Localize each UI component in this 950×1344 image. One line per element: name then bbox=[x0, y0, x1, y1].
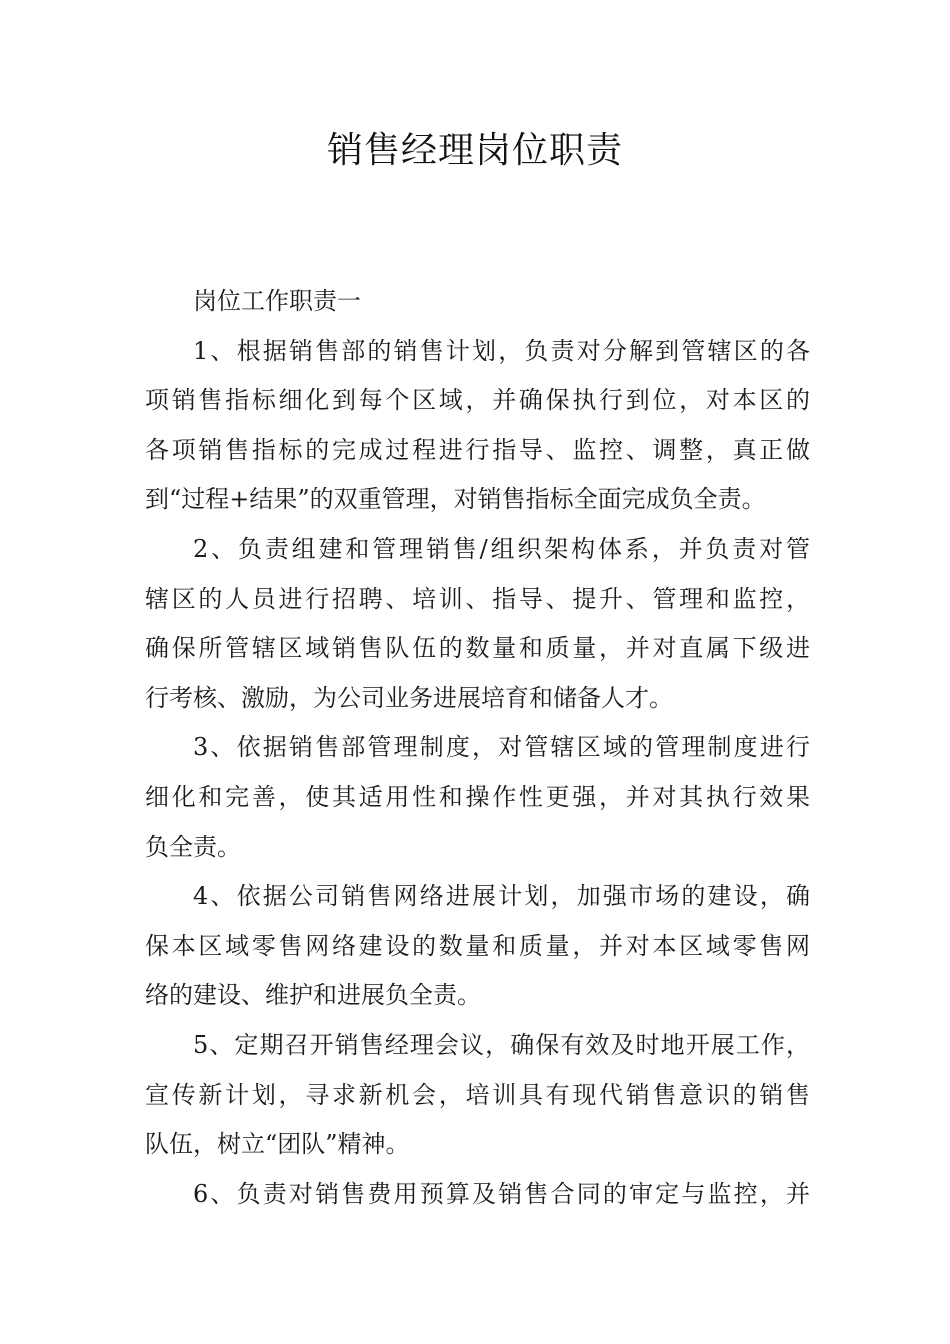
paragraph-line: 宣传新计划，寻求新机会，培训具有现代销售意识的销售 bbox=[145, 1080, 810, 1109]
paragraph-line: 到“过程+结果”的双重管理，对销售指标全面完成负全责。 bbox=[145, 485, 766, 514]
paragraph-line: 确保所管辖区域销售队伍的数量和质量，并对直属下级进 bbox=[145, 634, 810, 663]
paragraph-line: 项销售指标细化到每个区域，并确保执行到位，对本区的 bbox=[145, 386, 810, 415]
document-body bbox=[145, 277, 810, 1219]
paragraph-first-line: 岗位工作职责一 bbox=[193, 287, 361, 315]
paragraph-line: 保本区域零售网络建设的数量和质量，并对本区域零售网 bbox=[145, 931, 810, 960]
paragraph-line: 队伍，树立“团队”精神。 bbox=[145, 1130, 410, 1159]
paragraph-first-line: 6、负责对销售费用预算及销售合同的审定与监控，并 bbox=[193, 1179, 810, 1208]
paragraph-line: 细化和完善，使其适用性和操作性更强，并对其执行效果 bbox=[145, 782, 810, 811]
paragraph-line: 负全责。 bbox=[145, 832, 241, 861]
paragraph-first-line: 5、定期召开销售经理会议，确保有效及时地开展工作， bbox=[193, 1030, 810, 1059]
paragraph-first-line: 3、依据销售部管理制度，对管辖区域的管理制度进行 bbox=[193, 733, 810, 762]
paragraph-first-line: 1、根据销售部的销售计划，负责对分解到管辖区的各 bbox=[193, 336, 810, 365]
paragraph-line: 各项销售指标的完成过程进行指导、监控、调整，真正做 bbox=[145, 435, 810, 464]
page-title: 销售经理岗位职责 bbox=[326, 130, 623, 171]
paragraph-first-line: 4、依据公司销售网络进展计划，加强市场的建设，确 bbox=[193, 882, 810, 911]
paragraph-line: 行考核、激励，为公司业务进展培育和储备人才。 bbox=[145, 683, 673, 712]
paragraph-line: 络的建设、维护和进展负全责。 bbox=[145, 981, 481, 1010]
paragraph-line: 辖区的人员进行招聘、培训、指导、提升、管理和监控， bbox=[145, 584, 810, 613]
paragraph-first-line: 2、负责组建和管理销售/组织架构体系，并负责对管 bbox=[193, 534, 810, 563]
